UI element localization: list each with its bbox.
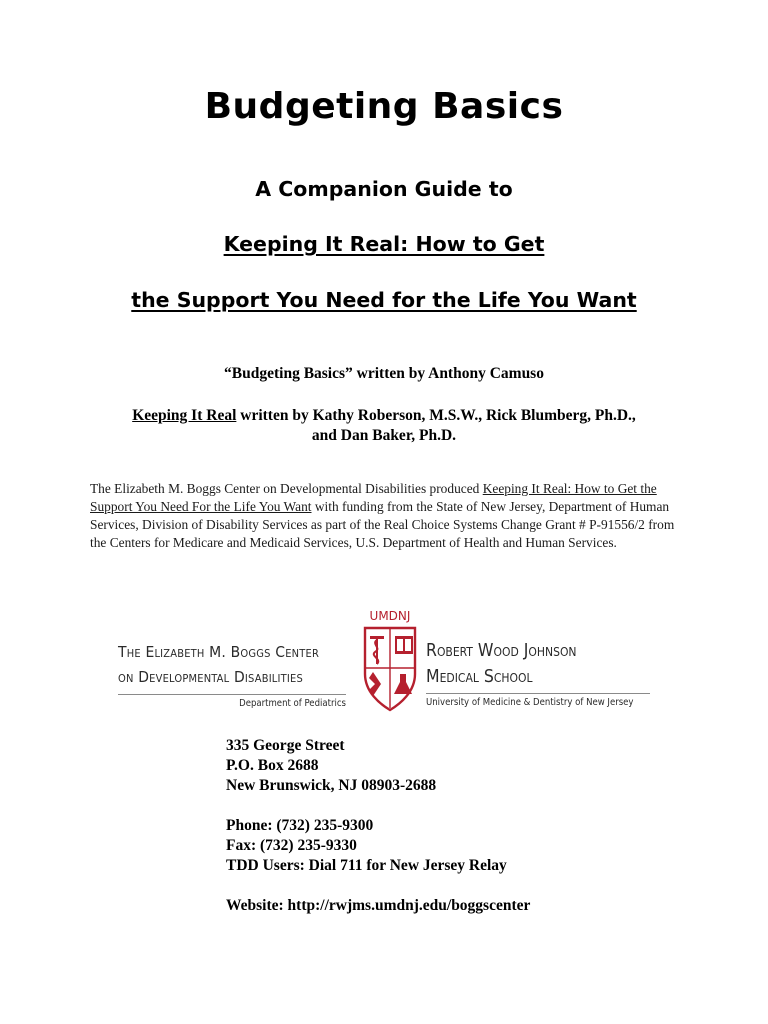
- contact-fax: Fax: (732) 235-9330: [226, 837, 357, 854]
- rwj-logo-line2: Medical School: [426, 667, 533, 687]
- boggs-logo-rule: [118, 694, 346, 695]
- umdnj-shield-logo: [360, 606, 420, 714]
- subtitle-companion: A Companion Guide to: [255, 177, 513, 201]
- funding-publication-title: Keeping It Real: How to Get the Support You Need For the Life You Want: [90, 481, 657, 514]
- boggs-logo-department: Department of Pediatrics: [239, 698, 346, 709]
- rwj-logo-line1: Robert Wood Johnson: [426, 641, 577, 661]
- logo-banner: [118, 606, 658, 716]
- funding-text-start: The Elizabeth M. Boggs Center on Developmental Disabilities produced: [90, 481, 483, 496]
- rwj-medical-school-logo: [426, 638, 658, 708]
- kir-title: Keeping It Real: [132, 407, 237, 424]
- boggs-logo-line2: on Developmental Disabilities: [118, 668, 303, 686]
- rwj-logo-rule: [426, 693, 650, 694]
- rwj-logo-university: University of Medicine & Dentistry of New Jersey: [426, 697, 634, 708]
- boggs-logo-line1: The Elizabeth M. Boggs Center: [118, 643, 320, 661]
- address-po-box: P.O. Box 2688: [226, 757, 319, 774]
- umdnj-shield-label: UMDNJ: [369, 609, 411, 623]
- funding-statement: [90, 480, 690, 552]
- document-title: Budgeting Basics: [204, 86, 564, 127]
- contact-block: [226, 736, 706, 916]
- budgeting-author-credit: “Budgeting Basics” written by Anthony Camuso: [224, 365, 544, 382]
- address-street: 335 George Street: [226, 737, 345, 754]
- subtitle-support: the Support You Need for the Life You Want: [131, 288, 637, 312]
- kir-author-credit: [0, 406, 768, 446]
- address-city: New Brunswick, NJ 08903-2688: [226, 777, 437, 794]
- boggs-center-logo: [118, 640, 350, 709]
- kir-authors-line2: and Dan Baker, Ph.D.: [311, 427, 457, 444]
- subtitle-keeping-it-real: Keeping It Real: How to Get: [223, 232, 545, 256]
- funding-text-end: with funding from the State of New Jersey, Department of Human Services, Division of Disability Services as part of the Real Choice Systems Change Grant # P-91556/2 from the Centers for Medicare and Medicaid Services, U.S. Department of Health and Human Services.: [90, 499, 675, 550]
- kir-authors-line1: written by Kathy Roberson, M.S.W., Rick Blumberg, Ph.D.,: [236, 407, 636, 424]
- contact-tdd: TDD Users: Dial 711 for New Jersey Relay: [226, 857, 507, 874]
- contact-phone: Phone: (732) 235-9300: [226, 817, 374, 834]
- contact-website: Website: http://rwjms.umdnj.edu/boggscenter: [226, 897, 531, 914]
